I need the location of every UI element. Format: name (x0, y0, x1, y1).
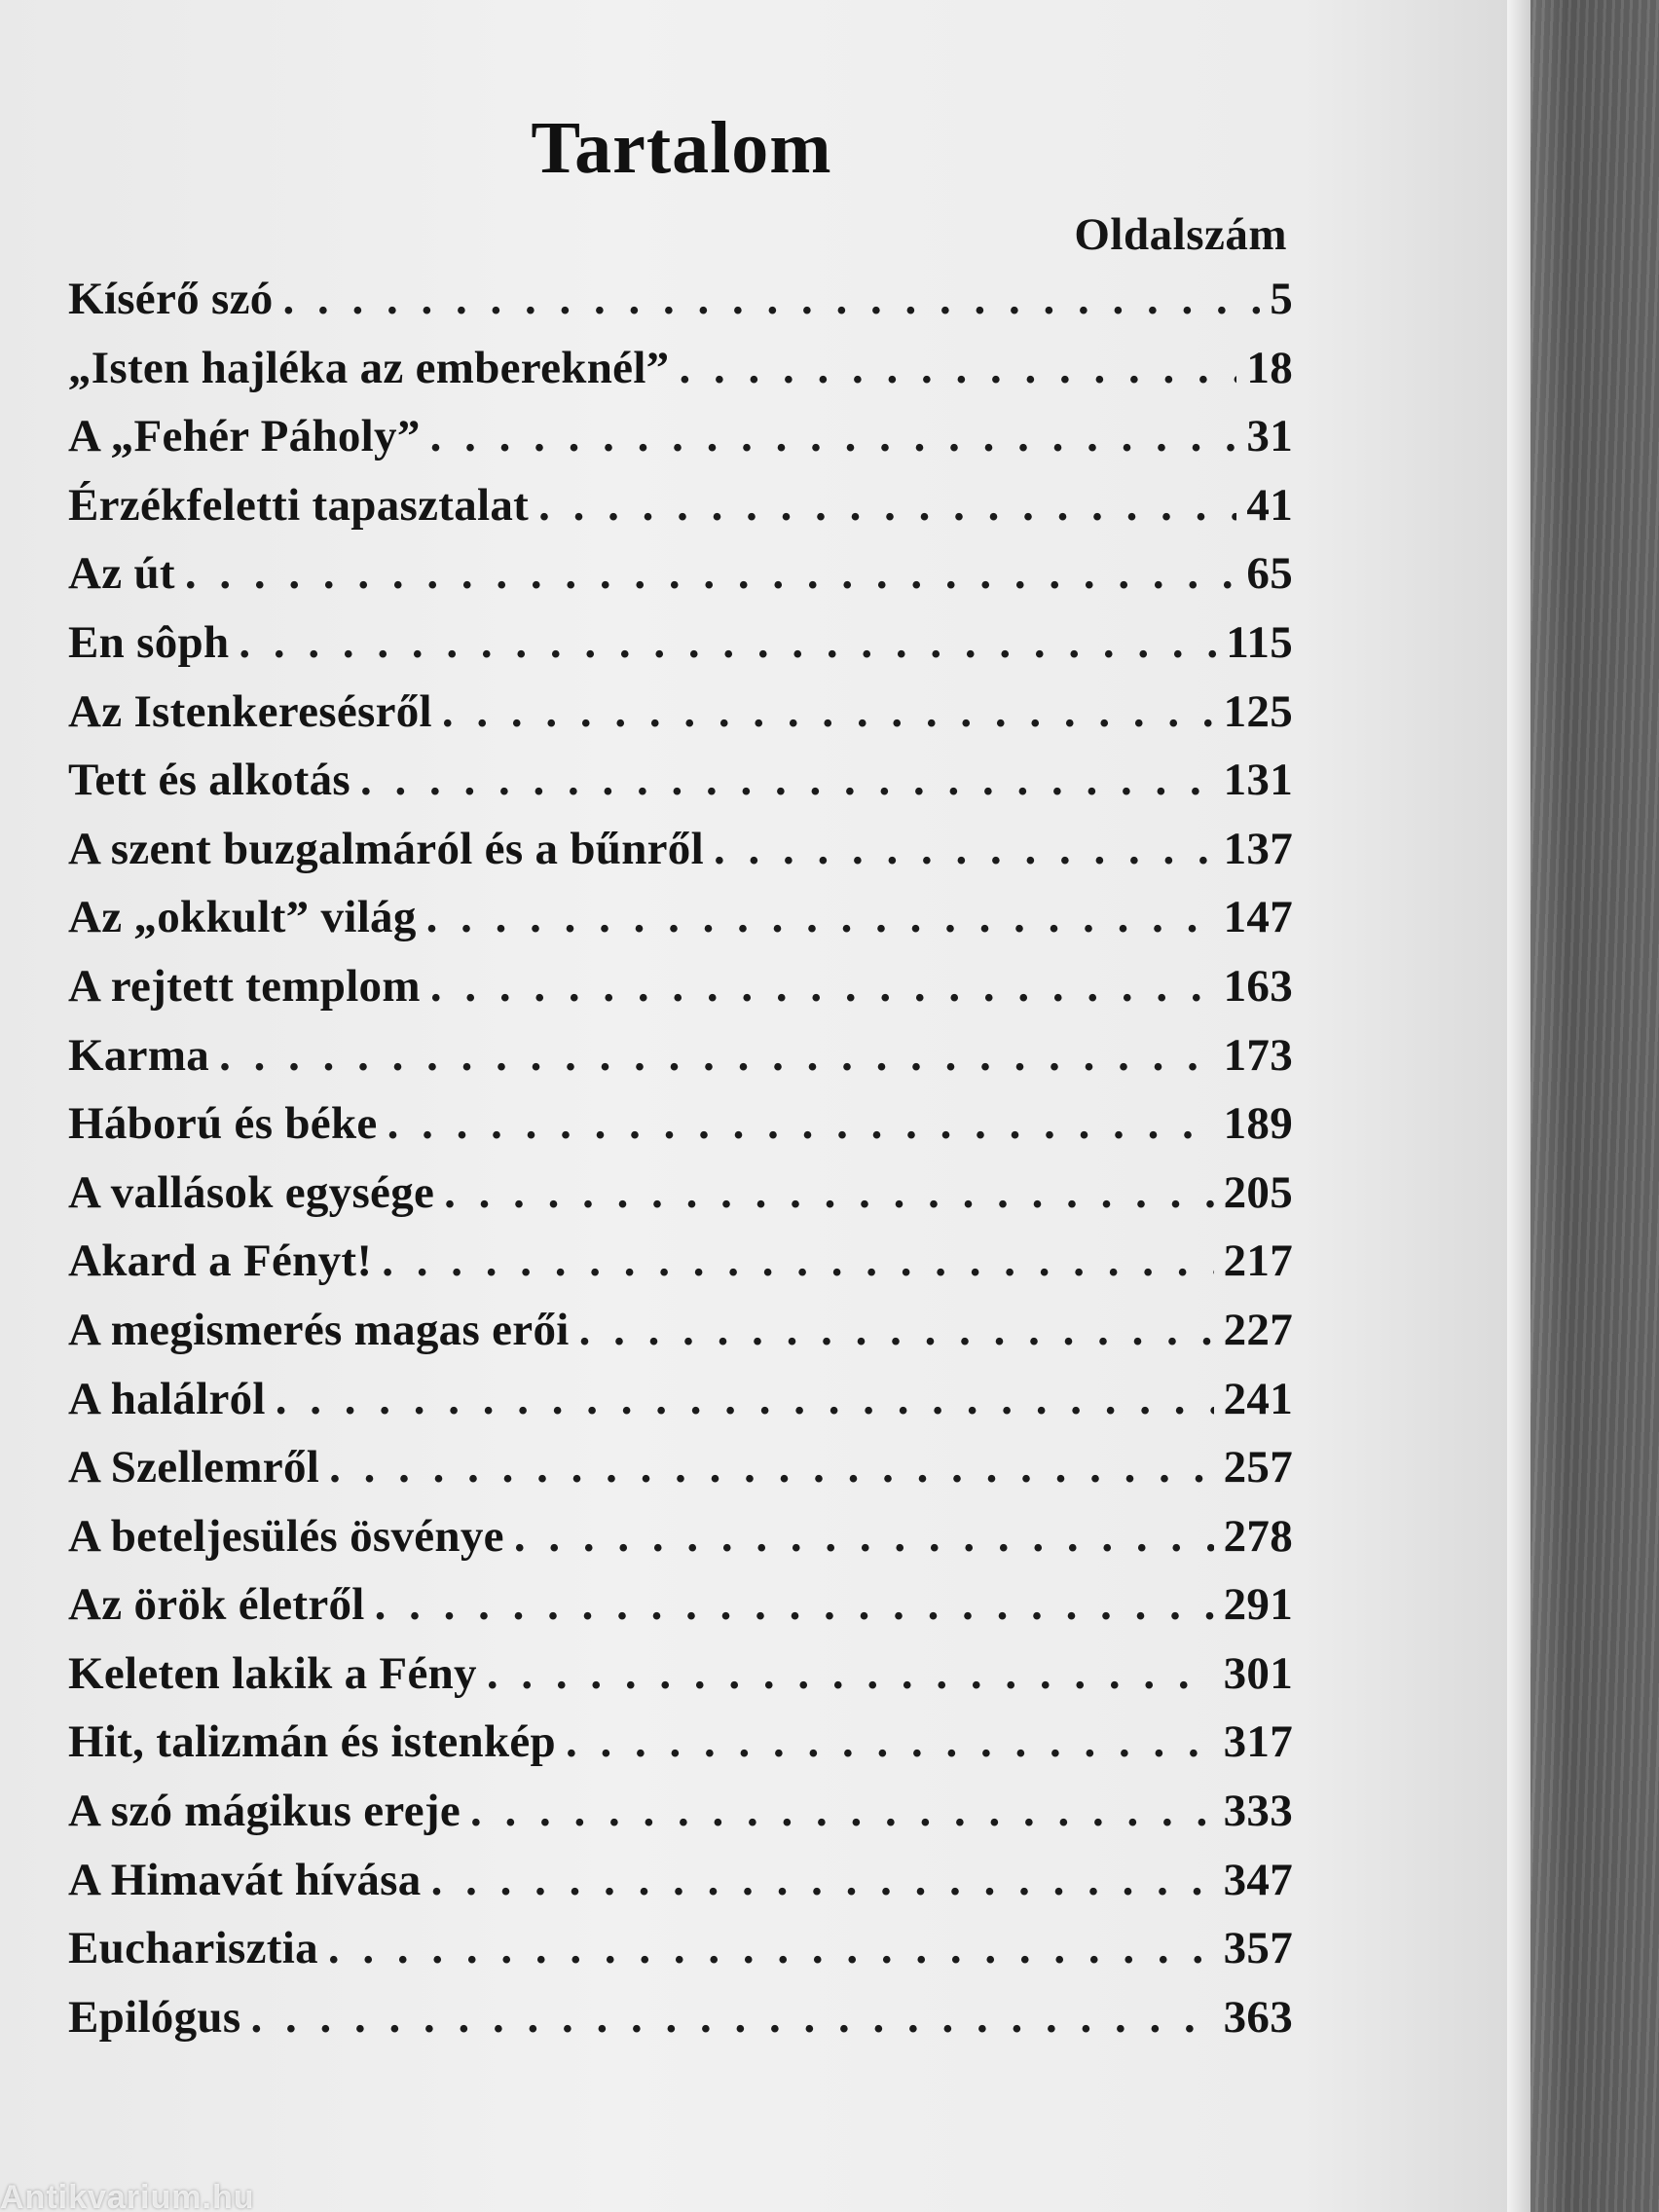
toc-entry-page-number: 347 (1223, 1854, 1293, 1905)
toc-entry-page-number: 137 (1223, 823, 1293, 874)
dot-leader (487, 1647, 1214, 1700)
toc-entry-title: „Isten hajléka az embereknél” (68, 342, 670, 393)
toc-entry-title: Hit, talizmán és istenkép (68, 1716, 556, 1768)
toc-entry-page-number: 257 (1223, 1442, 1293, 1493)
toc-entry (68, 1922, 1293, 1991)
dot-leader (276, 1373, 1214, 1425)
toc-entry-title: Karma (68, 1029, 210, 1081)
dot-leader (239, 616, 1216, 669)
toc-entry-title: A megismerés magas erői (68, 1304, 570, 1355)
toc-entry-page-number: 333 (1223, 1786, 1293, 1837)
dot-leader (219, 1029, 1214, 1082)
dot-leader (538, 479, 1236, 532)
dot-leader (514, 1510, 1214, 1563)
toc-entry (68, 1578, 1293, 1647)
toc-entry (68, 960, 1293, 1029)
dot-leader (426, 891, 1214, 943)
toc-entry (68, 1029, 1293, 1098)
toc-entry (68, 1304, 1293, 1373)
toc-entry-title: A halálról (68, 1373, 266, 1424)
toc-entry (68, 1715, 1293, 1785)
toc-entry-title: Akard a Fényt! (68, 1235, 373, 1287)
toc-entry (68, 479, 1293, 548)
toc-entry (68, 1854, 1293, 1923)
toc-entry-page-number: 291 (1223, 1579, 1293, 1631)
toc-entry-title: A „Fehér Páholy” (68, 411, 421, 462)
toc-entry (68, 1991, 1293, 2060)
page-title: Tartalom (531, 106, 832, 189)
dot-leader (442, 685, 1214, 738)
toc-entry-page-number: 241 (1223, 1373, 1293, 1424)
toc-entry-title: A szó mágikus ereje (68, 1786, 461, 1837)
table-of-contents (68, 273, 1293, 2059)
dot-leader (444, 1166, 1213, 1219)
toc-entry-page-number: 227 (1223, 1304, 1293, 1355)
page-number-column-header: Oldalszám (1074, 209, 1287, 260)
toc-entry-page-number: 189 (1223, 1098, 1293, 1150)
toc-entry (68, 1441, 1293, 1510)
toc-entry-page-number: 5 (1270, 274, 1293, 324)
dot-leader (185, 547, 1237, 600)
toc-entry-page-number: 301 (1223, 1647, 1293, 1699)
toc-entry-page-number: 18 (1246, 342, 1293, 393)
toc-entry-title: Háború és béke (68, 1098, 378, 1150)
toc-entry-page-number: 217 (1223, 1235, 1293, 1287)
toc-entry (68, 616, 1293, 685)
toc-entry-title: Kísérő szó (68, 274, 274, 324)
toc-entry-title: A szent buzgalmáról és a bűnről (68, 823, 704, 874)
toc-entry-title: Epilógus (68, 1991, 241, 2043)
dot-leader (250, 1991, 1213, 2044)
toc-entry (68, 1510, 1293, 1579)
toc-entry-page-number: 125 (1223, 685, 1293, 737)
toc-entry (68, 891, 1293, 960)
toc-entry-page-number: 147 (1223, 892, 1293, 943)
toc-entry (68, 685, 1293, 755)
dot-leader (375, 1578, 1214, 1631)
dot-leader (328, 1922, 1214, 1974)
dot-leader (579, 1304, 1214, 1356)
dot-leader (430, 960, 1214, 1013)
toc-entry (68, 1097, 1293, 1166)
toc-entry-page-number: 317 (1223, 1716, 1293, 1768)
dot-leader (329, 1441, 1213, 1493)
toc-entry-title: Az örök életről (68, 1579, 365, 1631)
dot-leader (430, 410, 1237, 462)
toc-entry-page-number: 41 (1246, 479, 1293, 531)
toc-entry-title: En sôph (68, 616, 230, 668)
dot-leader (431, 1854, 1214, 1906)
toc-entry-page-number: 163 (1223, 960, 1293, 1012)
dot-leader (283, 273, 1261, 325)
toc-entry (68, 410, 1293, 479)
dot-leader (387, 1097, 1214, 1150)
toc-entry (68, 342, 1293, 411)
toc-entry (68, 1647, 1293, 1716)
toc-entry-title: A rejtett templom (68, 960, 421, 1012)
toc-entry-page-number: 65 (1246, 548, 1293, 600)
toc-entry-page-number: 363 (1223, 1991, 1293, 2043)
toc-entry (68, 1785, 1293, 1854)
dot-leader (714, 823, 1214, 875)
dot-leader (566, 1715, 1214, 1768)
toc-entry-page-number: 31 (1246, 411, 1293, 462)
toc-entry (68, 547, 1293, 616)
toc-entry-title: Keleten lakik a Fény (68, 1647, 477, 1699)
toc-entry-page-number: 357 (1223, 1923, 1293, 1974)
toc-entry-title: Az út (68, 548, 175, 600)
page-edge (1507, 0, 1530, 2212)
toc-entry-page-number: 115 (1226, 616, 1293, 668)
dot-leader (679, 342, 1236, 394)
toc-entry-title: A Himavát hívása (68, 1854, 422, 1905)
dot-leader (470, 1785, 1214, 1837)
dot-leader (360, 754, 1214, 806)
toc-entry (68, 1235, 1293, 1304)
dot-leader (382, 1235, 1213, 1287)
toc-entry-page-number: 278 (1223, 1510, 1293, 1562)
toc-entry-title: Az „okkult” világ (68, 892, 417, 943)
toc-entry-title: A vallások egysége (68, 1166, 435, 1218)
toc-entry-title: A Szellemről (68, 1442, 320, 1493)
toc-entry (68, 823, 1293, 892)
toc-entry-title: Az Istenkeresésről (68, 685, 432, 737)
toc-entry (68, 1166, 1293, 1235)
toc-entry-page-number: 131 (1223, 755, 1293, 806)
toc-entry-title: Tett és alkotás (68, 755, 350, 806)
toc-entry-title: Érzékfeletti tapasztalat (68, 479, 530, 531)
toc-entry (68, 754, 1293, 823)
toc-entry (68, 273, 1293, 342)
toc-entry (68, 1373, 1293, 1442)
toc-entry-title: A beteljesülés ösvénye (68, 1510, 504, 1562)
toc-entry-page-number: 173 (1223, 1029, 1293, 1081)
watermark: Antikvarium.hu (0, 2179, 255, 2212)
toc-entry-title: Eucharisztia (68, 1923, 318, 1974)
toc-entry-page-number: 205 (1223, 1166, 1293, 1218)
